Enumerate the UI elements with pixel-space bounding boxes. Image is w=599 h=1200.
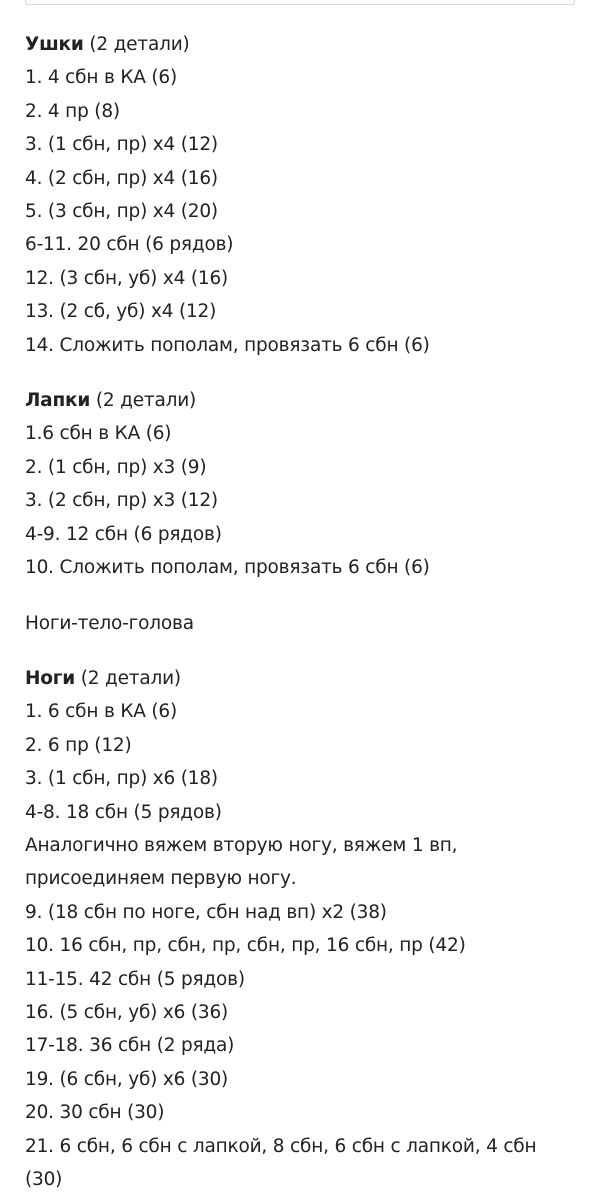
- pattern-row: 1.6 сбн в КА (6): [25, 423, 172, 445]
- pattern-row: 2. 6 пр (12): [25, 734, 132, 756]
- pattern-row: 4. (2 сбн, пр) х4 (16): [25, 167, 218, 189]
- pattern-row: (30): [25, 1169, 63, 1190]
- section-title: Ушки: [25, 34, 84, 55]
- section-spacer: [25, 585, 585, 607]
- pattern-row: 12. (3 сбн, уб) х4 (16): [25, 267, 229, 289]
- section-subtitle: (2 детали): [90, 390, 197, 412]
- pattern-row: 20. 30 сбн (30): [25, 1102, 165, 1124]
- pattern-row: 17-18. 36 сбн (2 ряда): [25, 1035, 235, 1057]
- section-legs: [25, 662, 585, 1197]
- pattern-row: 6-11. 20 сбн (6 рядов): [25, 234, 234, 256]
- pattern-row: 14. Сложить пополам, провязать 6 сбн (6): [25, 334, 430, 356]
- top-content-box-edge: [25, 0, 575, 5]
- pattern-row: 2. (1 сбн, пр) х3 (9): [25, 456, 207, 478]
- section-spacer: [25, 640, 585, 662]
- pattern-row: 2. 4 пр (8): [25, 100, 120, 122]
- section-heading: [25, 28, 585, 61]
- pattern-row: 3. (1 сбн, пр) х6 (18): [25, 768, 218, 790]
- section-title: Ноги-тело-голова: [25, 612, 194, 634]
- pattern-row: 1. 4 сбн в КА (6): [25, 67, 177, 89]
- pattern-row: 5. (3 сбн, пр) х4 (20): [25, 201, 218, 223]
- pattern-row: 16. (5 сбн, уб) х6 (36): [25, 1001, 229, 1023]
- pattern-row: 13. (2 сб, уб) х4 (12): [25, 301, 217, 323]
- pattern-note: присоединяем первую ногу.: [25, 868, 297, 890]
- section-ears: [25, 28, 585, 362]
- section-title: Ноги: [25, 667, 76, 689]
- pattern-row: 19. (6 сбн, уб) х6 (30): [25, 1068, 229, 1090]
- section-heading: [25, 384, 585, 417]
- pattern-row: 4-8. 18 сбн (5 рядов): [25, 801, 222, 823]
- pattern-note: Аналогично вяжем вторую ногу, вяжем 1 вп,: [25, 834, 458, 856]
- pattern-row: 21. 6 сбн, 6 сбн с лапкой, 8 сбн, 6 сбн с лапкой, 4 сбн: [25, 1135, 537, 1157]
- pattern-row: 3. (2 сбн, пр) х3 (12): [25, 490, 218, 512]
- section-title: Лапки: [25, 390, 91, 412]
- section-paws: [25, 384, 585, 584]
- pattern-row: 3. (1 сбн, пр) х4 (12): [25, 134, 218, 156]
- pattern-row: 4-9. 12 сбн (6 рядов): [25, 523, 222, 545]
- pattern-row: 10. 16 сбн, пр, сбн, пр, сбн, пр, 16 сбн, пр (42): [25, 935, 466, 957]
- section-legs-body-head: [25, 607, 585, 640]
- section-heading: [25, 662, 585, 695]
- pattern-text: [25, 28, 585, 1196]
- pattern-row: 9. (18 сбн по ноге, сбн над вп) х2 (38): [25, 901, 387, 923]
- pattern-row: 1. 6 сбн в КА (6): [25, 701, 177, 723]
- pattern-row: 11-15. 42 сбн (5 рядов): [25, 968, 245, 990]
- pattern-row: 10. Сложить пополам, провязать 6 сбн (6): [25, 557, 430, 579]
- section-heading: [25, 607, 585, 640]
- section-spacer: [25, 362, 585, 384]
- section-subtitle: (2 детали): [75, 667, 181, 689]
- section-subtitle: (2 детали): [83, 34, 190, 55]
